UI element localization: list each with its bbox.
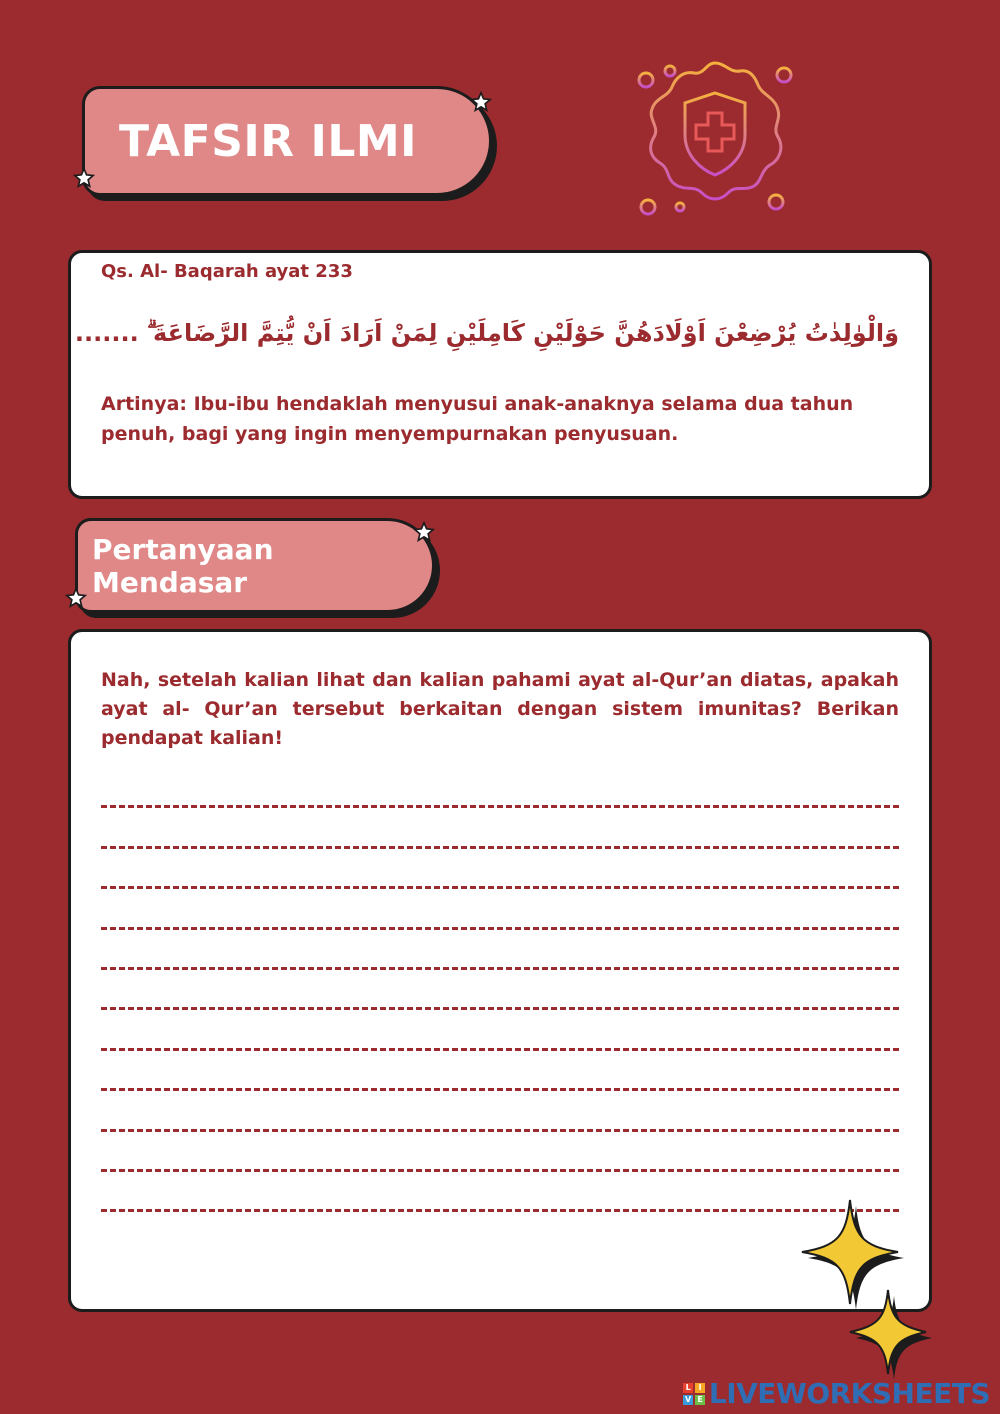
answer-line[interactable] xyxy=(101,1132,899,1172)
answer-line[interactable] xyxy=(101,1010,899,1050)
brand-mark-icon: L I V E xyxy=(683,1383,705,1405)
section-title: Pertanyaan Mendasar xyxy=(92,532,274,599)
sparkle-stars-icon xyxy=(788,1192,938,1397)
answer-area[interactable] xyxy=(101,790,899,1234)
brand-name: LIVEWORKSHEETS xyxy=(708,1377,990,1410)
answer-line[interactable] xyxy=(101,889,899,929)
title-banner xyxy=(82,86,492,196)
answer-line[interactable] xyxy=(101,1091,899,1131)
star-icon xyxy=(65,587,87,609)
verse-translation: Artinya: Ibu-ibu hendaklah menyusui anak-anaknya selama dua tahun penuh, bagi yang ingin menyempurnakan penyusuan. xyxy=(101,393,854,445)
section-banner xyxy=(75,518,435,613)
star-icon xyxy=(73,167,95,189)
brand-logo xyxy=(683,1377,990,1410)
answer-line[interactable] xyxy=(101,930,899,970)
verse-card xyxy=(68,250,932,499)
answer-line[interactable] xyxy=(101,1172,899,1212)
shield-cross-icon xyxy=(630,55,800,220)
question-text: Nah, setelah kalian lihat dan kalian pahami ayat al-Qur’an diatas, apakah ayat al- Qur’an tersebut berkaitan dengan sistem imunitas? Berikan pendapat kalian! xyxy=(101,669,899,749)
answer-line[interactable] xyxy=(101,768,899,808)
answer-line[interactable] xyxy=(101,970,899,1010)
answer-line[interactable] xyxy=(101,849,899,889)
page-title: TAFSIR ILMI xyxy=(119,115,418,167)
answer-line[interactable] xyxy=(101,808,899,848)
surah-reference: Qs. Al- Baqarah ayat 233 xyxy=(101,261,353,282)
answer-line[interactable] xyxy=(101,1051,899,1091)
arabic-verse: وَالْوٰلِدٰتُ يُرْضِعْنَ اَوْلَادَهُنَّ حَوْلَيْنِ كَامِلَيْنِ لِمَنْ اَرَادَ اَنْ يُّتِمَّ الرَّضَاعَةَ ۗ ....... xyxy=(74,319,899,347)
star-icon xyxy=(470,91,492,113)
star-icon xyxy=(413,521,435,543)
